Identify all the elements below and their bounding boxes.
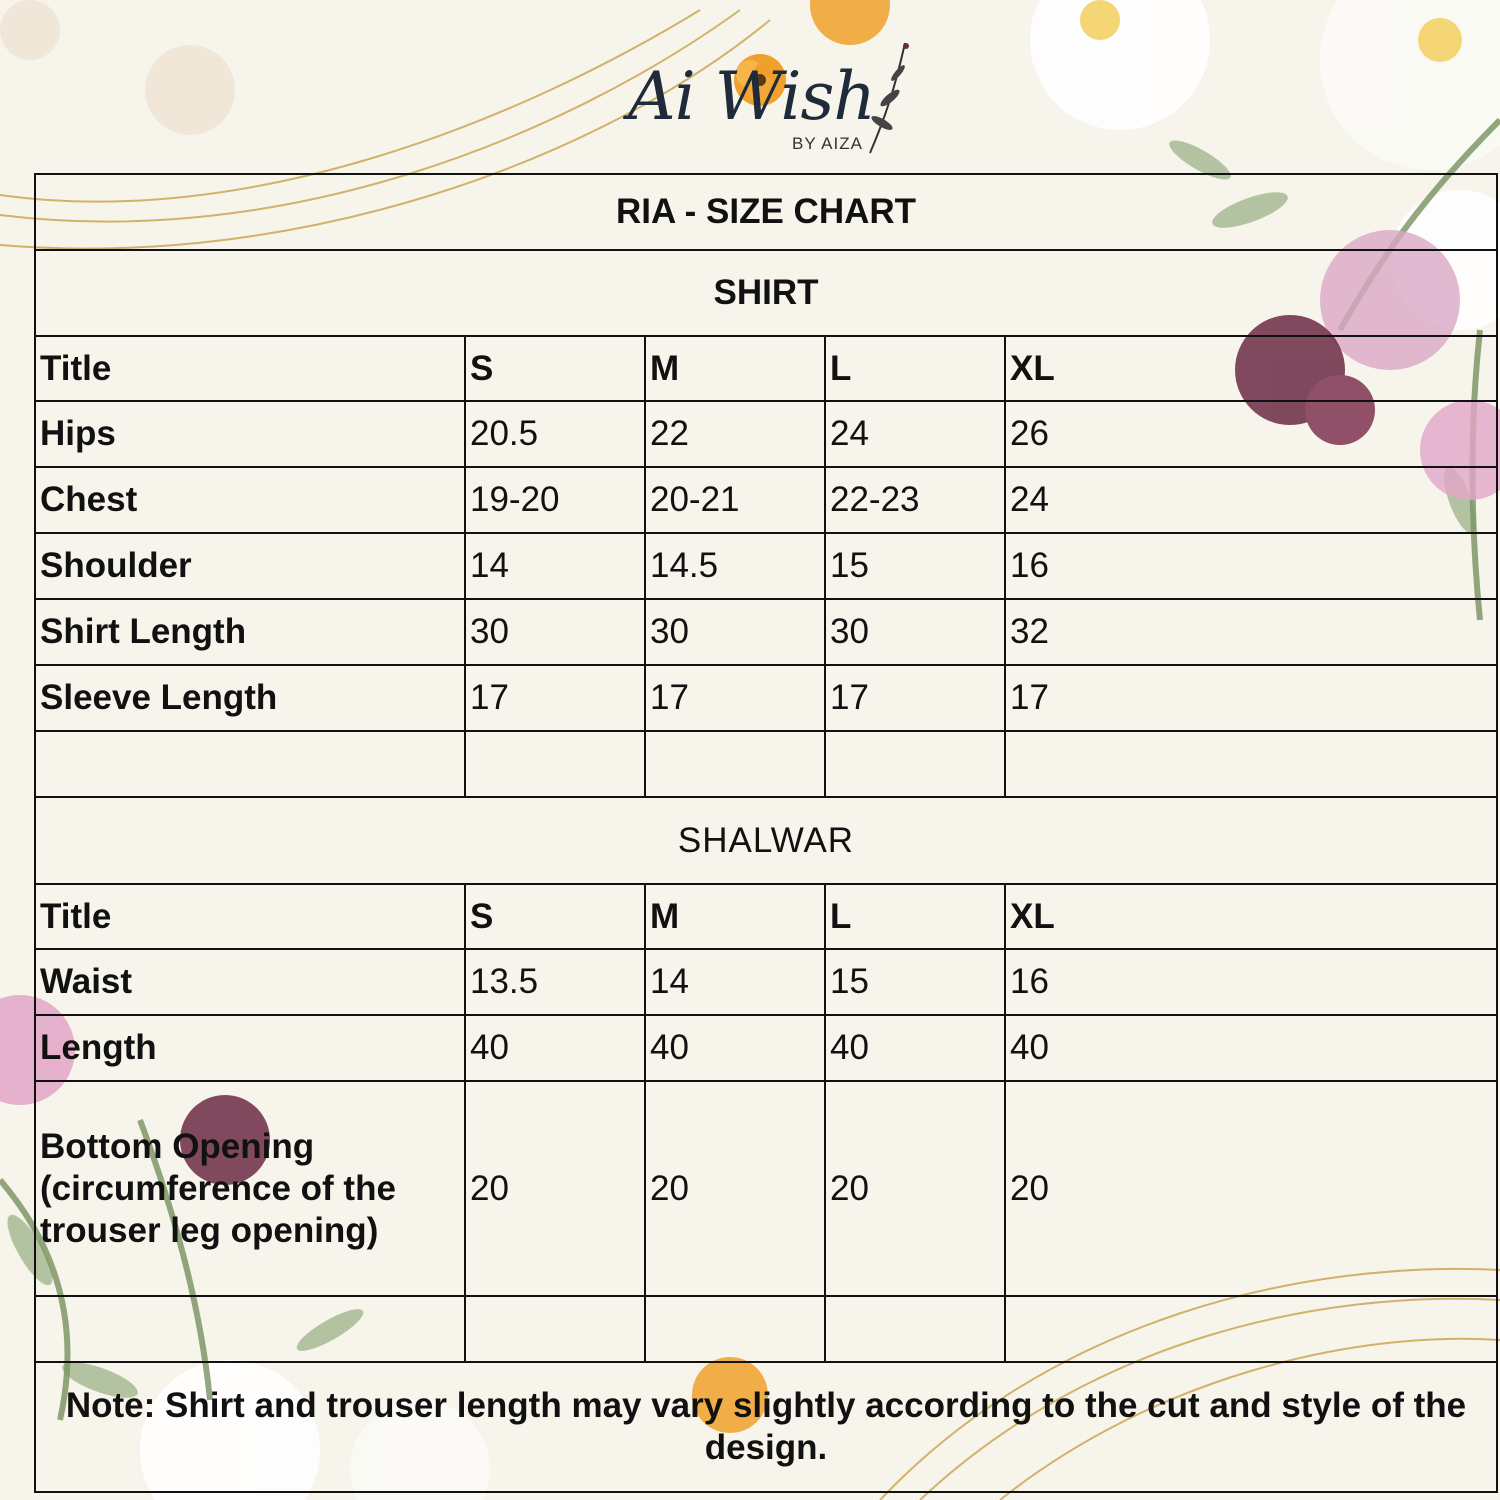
empty-cell — [35, 731, 465, 797]
shalwar-header-row — [35, 884, 1497, 949]
table-cell: 40 — [1005, 1015, 1497, 1081]
table-cell: 40 — [465, 1015, 645, 1081]
table-cell: 20 — [465, 1081, 645, 1296]
shalwar-heading: SHALWAR — [35, 797, 1497, 884]
empty-cell — [465, 1296, 645, 1362]
column-header: M — [645, 336, 825, 401]
brand-name: Ai Wish — [628, 58, 875, 135]
table-cell: 14.5 — [645, 533, 825, 599]
empty-cell — [35, 1296, 465, 1362]
row-label: Sleeve Length — [35, 665, 465, 731]
column-header: XL — [1005, 884, 1497, 949]
row-label: Shoulder — [35, 533, 465, 599]
column-header: L — [825, 336, 1005, 401]
table-cell: 40 — [645, 1015, 825, 1081]
empty-cell — [645, 1296, 825, 1362]
row-label: Chest — [35, 467, 465, 533]
daisy-icon — [0, 0, 235, 135]
brand-logo — [600, 38, 920, 163]
table-cell: 20-21 — [645, 467, 825, 533]
table-row — [35, 1081, 1497, 1296]
note-text: Note: Shirt and trouser length may vary slightly according to the cut and style of the design. — [35, 1362, 1497, 1492]
table-row — [35, 1015, 1497, 1081]
table-cell: 15 — [825, 533, 1005, 599]
table-row — [35, 665, 1497, 731]
column-header: XL — [1005, 336, 1497, 401]
table-cell: 22-23 — [825, 467, 1005, 533]
column-header: L — [825, 884, 1005, 949]
table-cell: 17 — [825, 665, 1005, 731]
table-row — [35, 533, 1497, 599]
empty-cell — [1005, 731, 1497, 797]
table-cell: 20.5 — [465, 401, 645, 467]
column-header: S — [465, 884, 645, 949]
chart-title: RIA - SIZE CHART — [35, 174, 1497, 250]
title-row — [35, 174, 1497, 250]
row-label: Hips — [35, 401, 465, 467]
size-chart-table — [34, 173, 1498, 1493]
table-cell: 20 — [825, 1081, 1005, 1296]
table-cell: 19-20 — [465, 467, 645, 533]
table-cell: 15 — [825, 949, 1005, 1015]
empty-cell — [825, 731, 1005, 797]
table-row — [35, 467, 1497, 533]
shirt-heading-row — [35, 250, 1497, 336]
row-label: Waist — [35, 949, 465, 1015]
table-row — [35, 401, 1497, 467]
row-label: Length — [35, 1015, 465, 1081]
table-cell: 30 — [825, 599, 1005, 665]
table-cell: 30 — [645, 599, 825, 665]
empty-row — [35, 1296, 1497, 1362]
empty-cell — [1005, 1296, 1497, 1362]
table-cell: 20 — [1005, 1081, 1497, 1296]
table-cell: 26 — [1005, 401, 1497, 467]
table-cell: 22 — [645, 401, 825, 467]
table-cell: 20 — [645, 1081, 825, 1296]
shirt-heading: SHIRT — [35, 250, 1497, 336]
table-cell: 16 — [1005, 533, 1497, 599]
table-cell: 40 — [825, 1015, 1005, 1081]
column-header: Title — [35, 336, 465, 401]
column-header: S — [465, 336, 645, 401]
table-cell: 14 — [465, 533, 645, 599]
table-cell: 16 — [1005, 949, 1497, 1015]
table-cell: 14 — [645, 949, 825, 1015]
table-cell: 17 — [1005, 665, 1497, 731]
table-cell: 24 — [825, 401, 1005, 467]
table-row — [35, 949, 1497, 1015]
row-label: Bottom Opening (circumference of the trouser leg opening) — [35, 1081, 465, 1296]
empty-row — [35, 731, 1497, 797]
shalwar-heading-row — [35, 797, 1497, 884]
empty-cell — [465, 731, 645, 797]
column-header: Title — [35, 884, 465, 949]
table-cell: 17 — [465, 665, 645, 731]
empty-cell — [825, 1296, 1005, 1362]
brand-tagline: BY AIZA — [792, 134, 863, 153]
empty-cell — [645, 731, 825, 797]
table-cell: 32 — [1005, 599, 1497, 665]
row-label: Shirt Length — [35, 599, 465, 665]
shirt-header-row — [35, 336, 1497, 401]
table-cell: 30 — [465, 599, 645, 665]
column-header: M — [645, 884, 825, 949]
table-cell: 17 — [645, 665, 825, 731]
table-row — [35, 599, 1497, 665]
note-row — [35, 1362, 1497, 1492]
table-cell: 13.5 — [465, 949, 645, 1015]
table-cell: 24 — [1005, 467, 1497, 533]
